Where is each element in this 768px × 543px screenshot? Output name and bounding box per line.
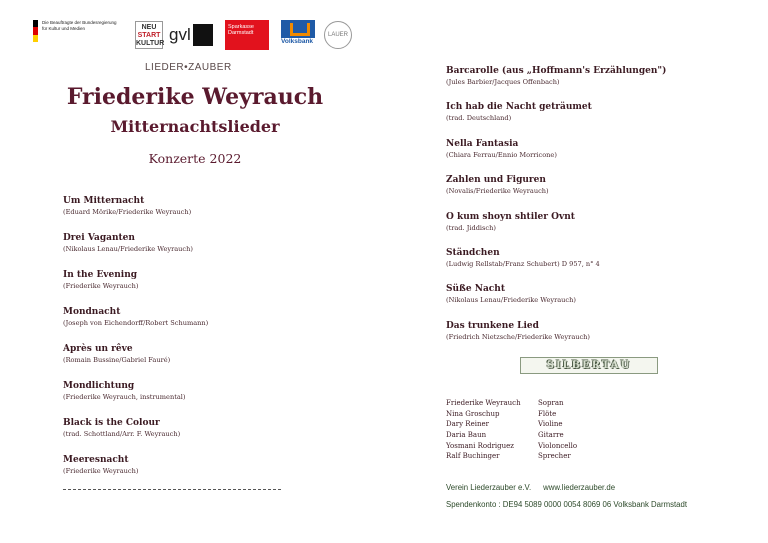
song-item bbox=[446, 248, 746, 284]
song-title: O kum shoyn shtiler Ovnt bbox=[446, 211, 575, 222]
musician-list bbox=[446, 399, 577, 463]
song-credit: (Novalis/Friederike Weyrauch) bbox=[446, 187, 549, 196]
song-credit: (Jules Barbier/Jacques Offenbach) bbox=[446, 78, 560, 86]
song-credit: (Friederike Weyrauch, instrumental) bbox=[63, 393, 186, 401]
song-credit: (Nikolaus Lenau/Friederike Weyrauch) bbox=[63, 245, 193, 253]
song-title: Süße Nacht bbox=[446, 284, 505, 295]
song-title: Zahlen und Figuren bbox=[446, 175, 546, 186]
song-credit: (Eduard Mörike/Friederike Weyrauch) bbox=[63, 208, 192, 216]
musician-name: Yosmani Rodriguez bbox=[446, 441, 514, 450]
song-credit: (Ludwig Rellstab/Franz Schubert) D 957, n° 4 bbox=[446, 259, 600, 268]
song-title: Ständchen bbox=[446, 247, 500, 258]
musician-row bbox=[446, 431, 577, 442]
song-credit: (Joseph von Eichendorff/Robert Schumann) bbox=[63, 319, 209, 327]
song-item bbox=[63, 344, 363, 381]
song-title: Mondlichtung bbox=[63, 381, 135, 391]
song-credit: (trad. Jiddisch) bbox=[446, 223, 496, 232]
song-credit: (trad. Schottland/Arr. F. Weyrauch) bbox=[63, 430, 181, 438]
song-title: Das trunkene Lied bbox=[446, 320, 539, 331]
musician-role: Sprecher bbox=[538, 452, 571, 461]
divider bbox=[63, 489, 281, 490]
song-title: Barcarolle (aus „Hoffmann's Erzählungen") bbox=[446, 66, 667, 76]
sparkasse-logo: Sparkasse Darmstadt bbox=[225, 20, 269, 50]
song-item bbox=[63, 418, 363, 455]
musician-name: Nina Groschup bbox=[446, 409, 500, 418]
musician-row bbox=[446, 399, 577, 410]
musician-row bbox=[446, 442, 577, 453]
song-item bbox=[446, 212, 746, 248]
musician-role: Violoncello bbox=[538, 441, 578, 450]
song-credit: (Friedrich Nietzsche/Friederike Weyrauch) bbox=[446, 332, 591, 341]
musician-role: Gitarre bbox=[538, 431, 564, 440]
song-title: Um Mitternacht bbox=[63, 196, 145, 206]
association-line bbox=[446, 483, 615, 492]
volksbank-logo: Volksbank bbox=[281, 20, 315, 50]
song-item bbox=[63, 270, 363, 307]
song-credit: (Friederike Weyrauch) bbox=[63, 467, 139, 475]
song-title: Nella Fantasia bbox=[446, 138, 519, 149]
song-credit: (trad. Deutschland) bbox=[446, 114, 512, 123]
musician-name: Ralf Buchinger bbox=[446, 452, 500, 461]
song-item bbox=[63, 307, 363, 344]
musician-role: Sopran bbox=[538, 399, 564, 407]
musician-row bbox=[446, 410, 577, 421]
song-credit: (Friederike Weyrauch) bbox=[63, 282, 139, 290]
song-title: Mondnacht bbox=[63, 307, 121, 317]
song-credit: (Nikolaus Lenau/Friederike Weyrauch) bbox=[446, 296, 576, 305]
volksbank-emblem-icon bbox=[281, 20, 315, 38]
musician-role: Violine bbox=[538, 420, 563, 429]
song-title: Après un rêve bbox=[63, 344, 133, 354]
neustart-kultur-logo: NEU START KULTUR bbox=[135, 21, 163, 49]
song-list-left bbox=[63, 196, 363, 492]
song-item bbox=[446, 284, 746, 320]
musician-row bbox=[446, 420, 577, 431]
lauer-logo: LAUER bbox=[324, 21, 352, 49]
association-name: Verein Liederzauber e.V. bbox=[446, 483, 532, 492]
musician-name: Friederike Weyrauch bbox=[446, 399, 521, 407]
song-item bbox=[446, 175, 746, 211]
donation-account: Spendenkonto : DE94 5089 0000 0054 8069 06 Volksbank Darmstadt bbox=[446, 500, 688, 509]
song-title: In the Evening bbox=[63, 270, 138, 280]
gvl-logo: gvl bbox=[169, 23, 215, 47]
song-item bbox=[446, 66, 746, 102]
song-item bbox=[63, 381, 363, 418]
song-item bbox=[446, 321, 746, 357]
silbertau-logo: SILBERTAU bbox=[520, 357, 658, 374]
german-flag-icon bbox=[33, 20, 38, 42]
gvl-block-icon bbox=[193, 24, 213, 46]
song-item bbox=[446, 102, 746, 138]
website-link[interactable]: www.liederzauber.de bbox=[543, 483, 616, 492]
musician-role: Flöte bbox=[538, 409, 557, 418]
musician-row bbox=[446, 452, 577, 463]
musician-name: Dary Reiner bbox=[446, 420, 489, 429]
song-item bbox=[63, 455, 363, 492]
song-title: Ich hab die Nacht geträumet bbox=[446, 102, 592, 113]
bund-logo bbox=[33, 20, 128, 50]
song-credit: (Chiara Ferrau/Ennio Morricone) bbox=[446, 150, 557, 159]
song-item bbox=[63, 233, 363, 270]
song-credit: (Romain Bussine/Gabriel Fauré) bbox=[63, 356, 171, 364]
artist-name: Friederike Weyrauch bbox=[66, 84, 324, 110]
song-item bbox=[63, 196, 363, 233]
song-title: Drei Vaganten bbox=[63, 233, 135, 243]
bund-logo-text: Die Beauftragte der Bundesregierung für Kultur und Medien bbox=[42, 20, 117, 31]
liederzauber-logo: LIEDER•ZAUBER bbox=[145, 62, 232, 73]
song-title: Meeresnacht bbox=[63, 455, 129, 465]
program-title: Mitternachtslieder bbox=[110, 117, 280, 136]
song-item bbox=[446, 139, 746, 175]
song-list-right bbox=[446, 66, 746, 357]
song-title: Black is the Colour bbox=[63, 418, 160, 428]
season-label: Konzerte 2022 bbox=[148, 151, 242, 166]
musician-name: Daria Baun bbox=[446, 431, 487, 440]
